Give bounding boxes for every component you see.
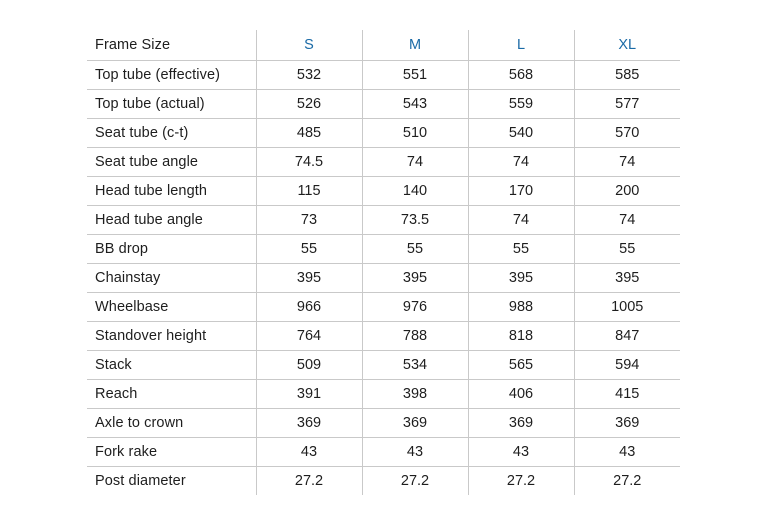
row-value: 559: [468, 89, 574, 118]
row-value: 540: [468, 118, 574, 147]
row-value: 27.2: [256, 466, 362, 495]
row-value: 200: [574, 176, 680, 205]
row-value: 43: [362, 437, 468, 466]
row-value: 73: [256, 205, 362, 234]
table-row: [87, 379, 680, 408]
row-value: 406: [468, 379, 574, 408]
size-header-xl: XL: [574, 30, 680, 60]
row-label: Standover height: [87, 321, 256, 350]
row-value: 55: [574, 234, 680, 263]
row-value: 415: [574, 379, 680, 408]
row-value: 369: [256, 408, 362, 437]
row-value: 395: [256, 263, 362, 292]
frame-size-header: Frame Size: [87, 30, 256, 60]
geometry-table: [87, 30, 680, 495]
row-value: 27.2: [468, 466, 574, 495]
row-value: 485: [256, 118, 362, 147]
row-value: 43: [574, 437, 680, 466]
row-value: 55: [362, 234, 468, 263]
row-value: 395: [362, 263, 468, 292]
row-value: 764: [256, 321, 362, 350]
row-label: Reach: [87, 379, 256, 408]
row-value: 74: [468, 205, 574, 234]
row-value: 140: [362, 176, 468, 205]
row-value: 988: [468, 292, 574, 321]
row-value: 369: [362, 408, 468, 437]
row-label: Head tube length: [87, 176, 256, 205]
row-value: 565: [468, 350, 574, 379]
table-row: [87, 263, 680, 292]
row-value: 369: [574, 408, 680, 437]
row-value: 398: [362, 379, 468, 408]
row-value: 510: [362, 118, 468, 147]
row-value: 818: [468, 321, 574, 350]
row-value: 543: [362, 89, 468, 118]
geometry-table-body: [87, 60, 680, 495]
row-value: 577: [574, 89, 680, 118]
size-header-m: M: [362, 30, 468, 60]
row-value: 73.5: [362, 205, 468, 234]
row-value: 170: [468, 176, 574, 205]
table-row: [87, 321, 680, 350]
row-label: Stack: [87, 350, 256, 379]
row-value: 568: [468, 60, 574, 89]
row-value: 509: [256, 350, 362, 379]
table-row: [87, 234, 680, 263]
row-value: 27.2: [362, 466, 468, 495]
size-header-s: S: [256, 30, 362, 60]
header-row: [87, 30, 680, 60]
row-value: 55: [256, 234, 362, 263]
row-value: 532: [256, 60, 362, 89]
row-label: Top tube (actual): [87, 89, 256, 118]
row-value: 74: [574, 147, 680, 176]
row-label: Wheelbase: [87, 292, 256, 321]
row-value: 966: [256, 292, 362, 321]
row-label: Fork rake: [87, 437, 256, 466]
table-row: [87, 292, 680, 321]
row-value: 395: [468, 263, 574, 292]
table-row: [87, 60, 680, 89]
row-value: 369: [468, 408, 574, 437]
row-value: 74: [468, 147, 574, 176]
row-value: 395: [574, 263, 680, 292]
table-row: [87, 147, 680, 176]
row-value: 594: [574, 350, 680, 379]
size-header-l: L: [468, 30, 574, 60]
row-label: Head tube angle: [87, 205, 256, 234]
row-value: 74: [362, 147, 468, 176]
row-label: Axle to crown: [87, 408, 256, 437]
table-row: [87, 408, 680, 437]
row-label: Post diameter: [95, 472, 186, 489]
row-value: 976: [362, 292, 468, 321]
table-row: [87, 466, 680, 495]
row-value: 43: [468, 437, 574, 466]
row-value: 43: [256, 437, 362, 466]
row-label: Top tube (effective): [87, 60, 256, 89]
row-value: 585: [574, 60, 680, 89]
row-value: 1005: [574, 292, 680, 321]
row-value: 570: [574, 118, 680, 147]
row-value: 115: [256, 176, 362, 205]
row-value: 526: [256, 89, 362, 118]
row-value: 551: [362, 60, 468, 89]
table-row: [87, 437, 680, 466]
table-row: [87, 118, 680, 147]
row-value: 788: [362, 321, 468, 350]
table-row: [87, 350, 680, 379]
row-value: 847: [574, 321, 680, 350]
row-value: 391: [256, 379, 362, 408]
row-value: 55: [468, 234, 574, 263]
row-label: BB drop: [87, 234, 256, 263]
table-row: [87, 89, 680, 118]
row-label: Seat tube angle: [87, 147, 256, 176]
row-value: 74.5: [256, 147, 362, 176]
row-value: 27.2: [574, 466, 680, 495]
row-value: 534: [362, 350, 468, 379]
row-value: 74: [574, 205, 680, 234]
table-row: [87, 176, 680, 205]
table-row: [87, 205, 680, 234]
row-label: Chainstay: [87, 263, 256, 292]
row-label: Seat tube (c-t): [87, 118, 256, 147]
